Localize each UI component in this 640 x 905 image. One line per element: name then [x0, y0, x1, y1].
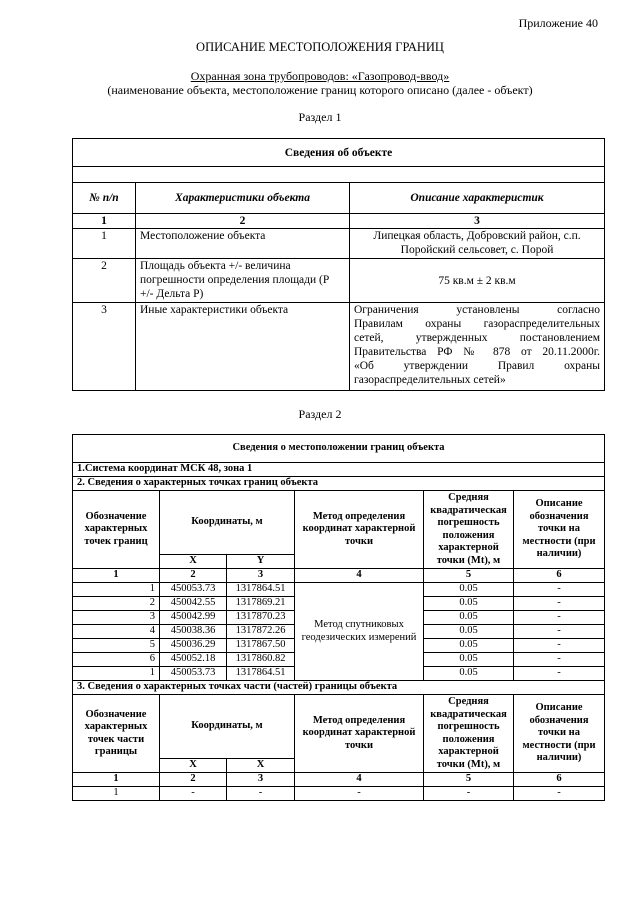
- section-2-label: Раздел 2: [298, 407, 342, 421]
- point-y: 1317870.23: [227, 611, 295, 625]
- index-cell: 1: [73, 569, 160, 583]
- point-mt: 0.05: [424, 667, 514, 681]
- part-point-mt: -: [424, 787, 514, 801]
- points-subhead: 2. Сведения о характерных точках границ объекта: [73, 477, 605, 491]
- col-num-header: № п/п: [73, 183, 136, 214]
- row-desc-line: Ограничения установлены согласно: [354, 304, 601, 316]
- row-char: Местоположение объекта: [136, 229, 350, 259]
- index-cell: 3: [227, 569, 295, 583]
- p3-col-error-header: Средняя квадратическая погрешность положения характерной точки (Mt), м: [424, 695, 514, 773]
- table-row: [73, 259, 605, 303]
- part-point-number: 1: [73, 787, 160, 801]
- index-cell: 5: [424, 773, 514, 787]
- point-y: 1317864.51: [227, 583, 295, 597]
- row-num: 1: [73, 229, 136, 259]
- p3-col-coords-header: Координаты, м: [160, 695, 295, 759]
- index-cell: 1: [73, 214, 136, 229]
- col-coords-header: Координаты, м: [160, 491, 295, 555]
- table-row: [73, 583, 605, 597]
- point-number: 1: [73, 583, 160, 597]
- object-info-spacer: [73, 167, 605, 183]
- index-cell: 3: [227, 773, 295, 787]
- point-number: 1: [73, 667, 160, 681]
- index-cell: 5: [424, 569, 514, 583]
- index-cell: 1: [73, 773, 160, 787]
- col-point-header: Обозначение характерных точек границ: [73, 491, 160, 569]
- boundary-table-title: Сведения о местоположении границ объекта: [73, 435, 605, 463]
- row-desc: 75 кв.м ± 2 кв.м: [350, 259, 605, 303]
- col-y-header: Y: [227, 555, 295, 569]
- table-row: [73, 303, 605, 391]
- boundary-table: [72, 434, 605, 801]
- p3-col-x2-header: X: [227, 759, 295, 773]
- point-number: 5: [73, 639, 160, 653]
- part-point-x2: -: [227, 787, 295, 801]
- point-x: 450053.73: [160, 583, 227, 597]
- row-desc: [350, 229, 605, 259]
- point-mt: 0.05: [424, 625, 514, 639]
- point-descr: -: [514, 611, 605, 625]
- row-num: 2: [73, 259, 136, 303]
- col-method-header: Метод определения координат характерной точки: [295, 491, 424, 569]
- part-point-descr: -: [514, 787, 605, 801]
- part-points-subhead: 3. Сведения о характерных точках части (частей) границы объекта: [73, 681, 605, 695]
- point-number: 3: [73, 611, 160, 625]
- row-desc: [350, 303, 605, 391]
- document-title: ОПИСАНИЕ МЕСТОПОЛОЖЕНИЯ ГРАНИЦ: [196, 40, 444, 54]
- coord-system-subhead: 1.Система координат МСК 48, зона 1: [73, 463, 605, 477]
- row-char: Иные характеристики объекта: [136, 303, 350, 391]
- index-cell: 6: [514, 773, 605, 787]
- point-y: 1317867.50: [227, 639, 295, 653]
- object-info-table: [72, 138, 605, 391]
- index-cell: 2: [160, 569, 227, 583]
- point-y: 1317869.21: [227, 597, 295, 611]
- point-descr: -: [514, 667, 605, 681]
- appendix-label: Приложение 40: [518, 16, 598, 30]
- point-mt: 0.05: [424, 583, 514, 597]
- index-cell: 6: [514, 569, 605, 583]
- point-descr: -: [514, 583, 605, 597]
- col-x-header: X: [160, 555, 227, 569]
- row-desc-line: Правительства РФ № 878 от 20.11.2000г.: [354, 346, 601, 358]
- point-y: 1317872.26: [227, 625, 295, 639]
- point-mt: 0.05: [424, 611, 514, 625]
- point-x: 450036.29: [160, 639, 227, 653]
- row-num: 3: [73, 303, 136, 391]
- point-mt: 0.05: [424, 639, 514, 653]
- point-descr: -: [514, 639, 605, 653]
- part-point-x: -: [160, 787, 227, 801]
- col-char-header: Характеристики объекта: [136, 183, 350, 214]
- row-char: Площадь объекта +/- величина погрешности определения площади (Р +/- Дельта Р): [136, 259, 350, 303]
- p3-col-descr-header: Описание обозначения точки на местности (при наличии): [514, 695, 605, 773]
- point-mt: 0.05: [424, 653, 514, 667]
- point-x: 450042.99: [160, 611, 227, 625]
- index-cell: 3: [350, 214, 605, 229]
- col-descr-header: Описание обозначения точки на местности (при наличии): [514, 491, 605, 569]
- object-name-caption: (наименование объекта, местоположение границ которого описано (далее - объект): [107, 83, 533, 97]
- section-1-label: Раздел 1: [298, 110, 342, 124]
- point-number: 4: [73, 625, 160, 639]
- table-row: [73, 229, 605, 259]
- point-number: 2: [73, 597, 160, 611]
- row-desc-line: сетей, утвержденных постановлением: [354, 332, 601, 344]
- point-x: 450052.18: [160, 653, 227, 667]
- part-point-method: -: [295, 787, 424, 801]
- point-descr: -: [514, 597, 605, 611]
- index-cell: 4: [295, 569, 424, 583]
- point-y: 1317860.82: [227, 653, 295, 667]
- index-cell: 4: [295, 773, 424, 787]
- point-y: 1317864.51: [227, 667, 295, 681]
- point-x: 450053.73: [160, 667, 227, 681]
- row-desc-line: Правилам охраны газораспределительных: [354, 318, 601, 330]
- p3-col-method-header: Метод определения координат характерной точки: [295, 695, 424, 773]
- point-x: 450038.36: [160, 625, 227, 639]
- point-number: 6: [73, 653, 160, 667]
- point-mt: 0.05: [424, 597, 514, 611]
- row-desc-line: Поройский сельсовет, с. Порой: [400, 244, 554, 256]
- row-desc-line: газораспределительных сетей»: [354, 374, 506, 386]
- object-name: Охранная зона трубопроводов: «Газопровод-ввод»: [190, 69, 450, 83]
- col-desc-header: Описание характеристик: [350, 183, 605, 214]
- object-info-title: Сведения об объекте: [73, 139, 605, 167]
- table-row: [73, 787, 605, 801]
- p3-col-x-header: X: [160, 759, 227, 773]
- method-cell: Метод спутниковых геодезических измерений: [295, 583, 424, 681]
- index-cell: 2: [160, 773, 227, 787]
- point-descr: -: [514, 625, 605, 639]
- row-desc-line: «Об утверждении Правил охраны: [354, 360, 601, 372]
- index-cell: 2: [136, 214, 350, 229]
- point-x: 450042.55: [160, 597, 227, 611]
- point-descr: -: [514, 653, 605, 667]
- row-desc-line: Липецкая область, Добровский район, с.п.: [373, 230, 581, 242]
- col-error-header: Средняя квадратическая погрешность положения характерной точки (Mt), м: [424, 491, 514, 569]
- p3-col-point-header: Обозначение характерных точек части границы: [73, 695, 160, 773]
